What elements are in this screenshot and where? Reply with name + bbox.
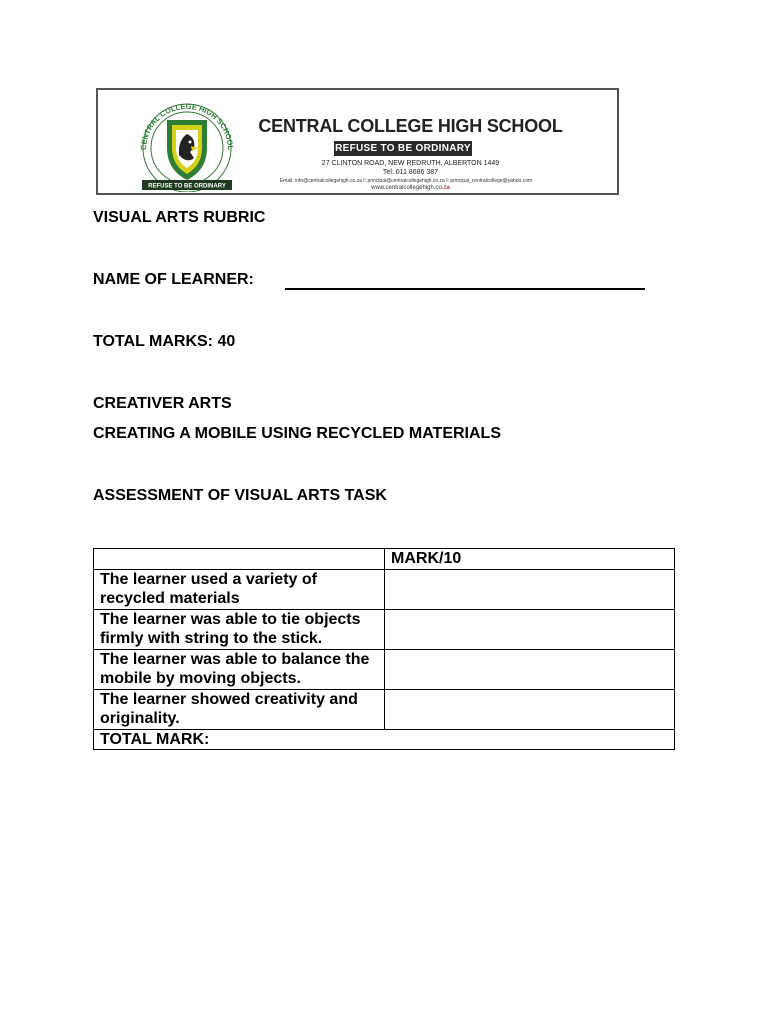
mark-cell[interactable] [385,689,675,729]
school-name: CENTRAL COLLEGE HIGH SCHOOL [258,116,563,136]
subject-heading: CREATIVER ARTS [93,395,232,412]
criterion-cell: The learner was able to tie objects firmly with string to the stick. [94,609,385,649]
document-title: VISUAL ARTS RUBRIC [93,209,266,226]
table-row [94,569,675,609]
school-emails: Email: info@centralcollegehigh.co.za I: principal@centralcollegehigh.co.za I: principal_centralcollege@yahoo.com [279,178,533,184]
school-telephone: Tel: 011 8686 387 [382,169,439,176]
criterion-cell: The learner used a variety of recycled materials [94,569,385,609]
website-text: www.centralcollegehigh.co. [371,185,444,191]
rubric-header-criteria [94,549,385,570]
logo-banner-text: REFUSE TO BE ORDINARY [148,183,226,190]
table-row [94,689,675,729]
learner-name-label: NAME OF LEARNER: [93,271,254,288]
table-row [94,609,675,649]
task-heading: CREATING A MOBILE USING RECYCLED MATERIALS [93,425,501,442]
mark-cell[interactable] [385,609,675,649]
school-motto: REFUSE TO BE ORDINARY [335,143,471,154]
school-crest-logo [132,100,242,192]
criterion-cell: The learner was able to balance the mobile by moving objects. [94,649,385,689]
logo-arc-text: CENTRAL COLLEGE HIGH SCHOOL [138,101,236,151]
criterion-cell: The learner showed creativity and originality. [94,689,385,729]
total-marks: TOTAL MARKS: 40 [93,333,236,350]
assessment-heading: ASSESSMENT OF VISUAL ARTS TASK [93,487,387,504]
total-mark-label[interactable]: TOTAL MARK: [94,729,675,750]
total-row [94,729,675,750]
mark-cell[interactable] [385,569,675,609]
rubric-header-mark: MARK/10 [385,549,675,570]
mark-cell[interactable] [385,649,675,689]
website-suffix: za [443,185,450,191]
learner-name-blank[interactable] [285,288,645,290]
school-address: 27 CLINTON ROAD, NEW REDRUTH, ALBERTON 1449 [321,160,500,167]
school-website [248,185,573,191]
rubric-header-row [94,549,675,570]
school-letterhead [96,88,619,195]
table-row [94,649,675,689]
rubric-table [93,548,675,750]
